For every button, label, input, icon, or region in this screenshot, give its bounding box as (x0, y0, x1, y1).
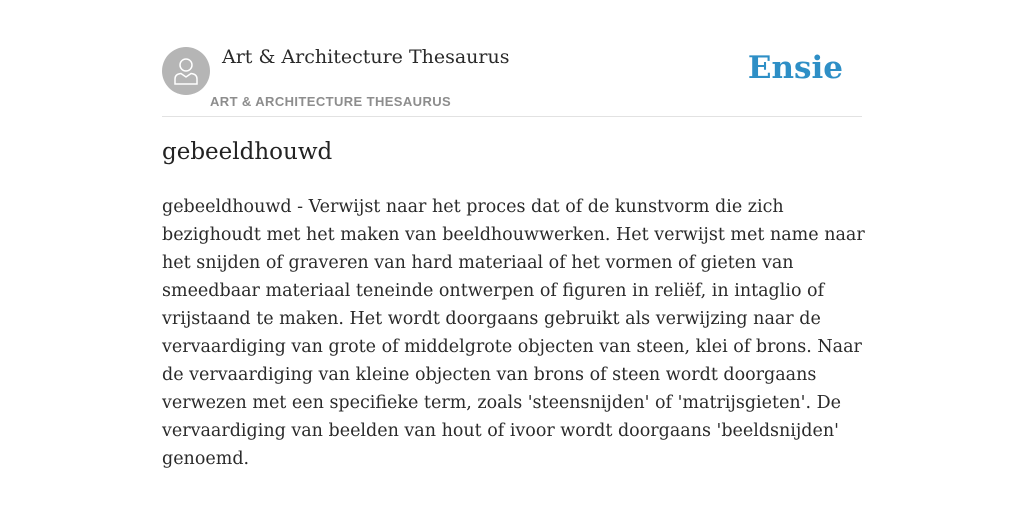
definition-text: gebeeldhouwd - Verwijst naar het proces dat of de kunstvorm die zich bezighoudt met het maken van beeldhouwwerken. Het verwijst met name naar het snijden of graveren van hard materiaal of het vormen of gieten van smeedbaar materiaal teneinde ontwerpen of figuren in reliëf, in intaglio of vrijstaand te maken. Het wordt doorgaans gebruikt als verwijzing naar de vervaardiging van grote of middelgrote objecten van steen, klei of brons. Naar de vervaardiging van kleine objecten van brons of steen wordt doorgaans verwezen met een specifieke term, zoals 'steensnijden' of 'matrijsgieten'. De vervaardiging van beelden van hout of ivoor wordt doorgaans 'beeldsnijden' genoemd. (162, 197, 865, 469)
brand-logo[interactable]: Ensie (747, 50, 843, 86)
page-title: gebeeldhouwd (162, 139, 333, 165)
source-title[interactable]: Art & Architecture Thesaurus (222, 46, 510, 68)
source-subtitle[interactable]: ART & ARCHITECTURE THESAURUS (210, 94, 452, 109)
page-container (162, 0, 865, 469)
user-icon (172, 56, 200, 86)
avatar[interactable] (162, 47, 210, 95)
header (162, 0, 862, 117)
